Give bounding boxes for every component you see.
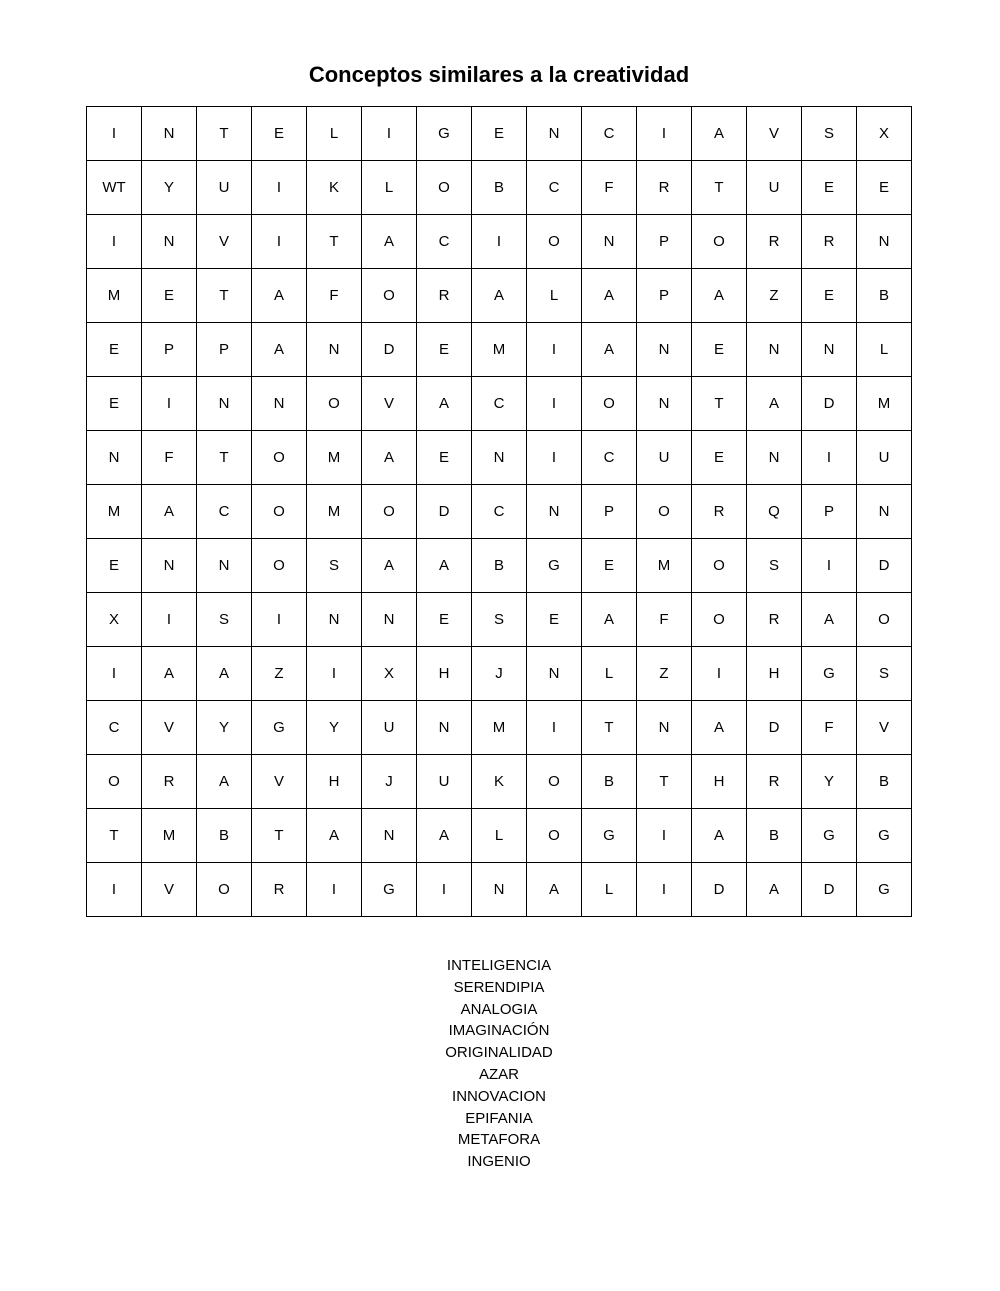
grid-row xyxy=(87,269,912,323)
grid-cell[interactable]: R xyxy=(692,485,747,539)
grid-cell[interactable]: N xyxy=(307,593,362,647)
grid-cell[interactable]: D xyxy=(802,863,857,917)
grid-cell[interactable]: N xyxy=(87,431,142,485)
grid-cell[interactable]: P xyxy=(197,323,252,377)
grid-cell[interactable]: S xyxy=(747,539,802,593)
grid-cell[interactable]: E xyxy=(252,107,307,161)
grid-cell[interactable]: O xyxy=(527,809,582,863)
grid-cell[interactable]: G xyxy=(857,863,912,917)
grid-cell[interactable]: C xyxy=(582,431,637,485)
grid-cell[interactable]: N xyxy=(362,593,417,647)
grid-cell[interactable]: T xyxy=(197,431,252,485)
grid-cell[interactable]: R xyxy=(142,755,197,809)
grid-cell[interactable]: N xyxy=(527,107,582,161)
grid-cell[interactable]: A xyxy=(802,593,857,647)
grid-cell[interactable]: I xyxy=(307,647,362,701)
grid-cell[interactable]: M xyxy=(637,539,692,593)
grid-cell[interactable]: I xyxy=(142,593,197,647)
grid-cell[interactable]: G xyxy=(417,107,472,161)
grid-row xyxy=(87,215,912,269)
grid-cell[interactable]: A xyxy=(417,809,472,863)
grid-cell[interactable]: I xyxy=(87,107,142,161)
grid-cell[interactable]: O xyxy=(692,593,747,647)
grid-cell[interactable]: O xyxy=(527,215,582,269)
grid-cell[interactable]: N xyxy=(802,323,857,377)
grid-cell[interactable]: N xyxy=(857,215,912,269)
grid-cell[interactable]: G xyxy=(802,809,857,863)
grid-cell[interactable]: Q xyxy=(747,485,802,539)
word-list-item: AZAR xyxy=(478,1065,519,1083)
grid-cell[interactable]: A xyxy=(582,593,637,647)
grid-cell[interactable]: U xyxy=(197,161,252,215)
grid-cell[interactable]: B xyxy=(857,269,912,323)
grid-cell[interactable]: A xyxy=(252,323,307,377)
grid-cell[interactable]: B xyxy=(747,809,802,863)
grid-cell[interactable]: Z xyxy=(252,647,307,701)
grid-cell[interactable]: H xyxy=(307,755,362,809)
grid-row xyxy=(87,377,912,431)
grid-cell[interactable]: H xyxy=(747,647,802,701)
grid-cell[interactable]: Z xyxy=(747,269,802,323)
grid-cell[interactable]: S xyxy=(802,107,857,161)
grid-cell[interactable]: D xyxy=(802,377,857,431)
grid-cell[interactable]: V xyxy=(747,107,802,161)
grid-cell[interactable]: T xyxy=(197,269,252,323)
word-list-item: IMAGINACIÓN xyxy=(448,1022,550,1040)
grid-cell[interactable]: I xyxy=(307,863,362,917)
grid-cell[interactable]: I xyxy=(637,809,692,863)
grid-cell[interactable]: T xyxy=(252,809,307,863)
grid-cell[interactable]: U xyxy=(857,431,912,485)
grid-cell[interactable]: P xyxy=(637,269,692,323)
grid-cell[interactable]: O xyxy=(197,863,252,917)
grid-cell[interactable]: C xyxy=(527,161,582,215)
grid-row xyxy=(87,431,912,485)
grid-cell[interactable]: A xyxy=(197,647,252,701)
grid-cell[interactable]: S xyxy=(472,593,527,647)
grid-cell[interactable]: F xyxy=(307,269,362,323)
grid-cell[interactable]: M xyxy=(307,431,362,485)
grid-cell[interactable]: B xyxy=(857,755,912,809)
grid-cell[interactable]: A xyxy=(747,863,802,917)
grid-cell[interactable]: E xyxy=(87,539,142,593)
grid-cell[interactable]: T xyxy=(87,809,142,863)
grid-cell[interactable]: R xyxy=(252,863,307,917)
grid-row xyxy=(87,323,912,377)
grid-cell[interactable]: K xyxy=(472,755,527,809)
grid-cell[interactable]: I xyxy=(472,215,527,269)
grid-cell[interactable]: R xyxy=(637,161,692,215)
grid-cell[interactable]: O xyxy=(582,377,637,431)
grid-cell[interactable]: I xyxy=(87,647,142,701)
grid-cell[interactable]: S xyxy=(197,593,252,647)
grid-cell[interactable]: N xyxy=(637,323,692,377)
grid-cell[interactable]: I xyxy=(527,431,582,485)
grid-row xyxy=(87,701,912,755)
grid-cell[interactable]: N xyxy=(197,377,252,431)
grid-cell[interactable]: N xyxy=(142,107,197,161)
grid-row xyxy=(87,485,912,539)
grid-cell[interactable]: P xyxy=(142,323,197,377)
grid-cell[interactable]: P xyxy=(582,485,637,539)
grid-cell[interactable]: F xyxy=(142,431,197,485)
grid-cell[interactable]: Y xyxy=(197,701,252,755)
grid-cell[interactable]: T xyxy=(692,377,747,431)
grid-cell[interactable]: G xyxy=(252,701,307,755)
grid-cell[interactable]: L xyxy=(472,809,527,863)
grid-cell[interactable]: J xyxy=(472,647,527,701)
grid-cell[interactable]: V xyxy=(252,755,307,809)
grid-cell[interactable]: I xyxy=(87,215,142,269)
grid-cell[interactable]: A xyxy=(582,269,637,323)
grid-cell[interactable]: E xyxy=(802,161,857,215)
grid-cell[interactable]: O xyxy=(692,215,747,269)
grid-cell[interactable]: X xyxy=(857,107,912,161)
grid-cell[interactable]: A xyxy=(692,107,747,161)
grid-cell[interactable]: N xyxy=(747,431,802,485)
grid-cell[interactable]: O xyxy=(307,377,362,431)
grid-cell[interactable]: A xyxy=(692,701,747,755)
grid-cell[interactable]: H xyxy=(417,647,472,701)
grid-row xyxy=(87,161,912,215)
grid-cell[interactable]: Z xyxy=(637,647,692,701)
grid-row xyxy=(87,593,912,647)
grid-row xyxy=(87,539,912,593)
grid-row xyxy=(87,107,912,161)
grid-cell[interactable]: I xyxy=(802,539,857,593)
grid-cell[interactable]: N xyxy=(582,215,637,269)
grid-cell[interactable]: C xyxy=(87,701,142,755)
grid-cell[interactable]: T xyxy=(692,161,747,215)
grid-cell[interactable]: E xyxy=(417,431,472,485)
grid-cell[interactable]: N xyxy=(417,701,472,755)
grid-cell[interactable]: I xyxy=(142,377,197,431)
grid-cell[interactable]: E xyxy=(472,107,527,161)
grid-cell[interactable]: O xyxy=(857,593,912,647)
grid-cell[interactable]: N xyxy=(252,377,307,431)
grid-cell[interactable]: N xyxy=(472,863,527,917)
grid-cell[interactable]: O xyxy=(252,485,307,539)
grid-cell[interactable]: O xyxy=(637,485,692,539)
grid-cell[interactable]: I xyxy=(87,863,142,917)
grid-cell[interactable]: P xyxy=(802,485,857,539)
grid-cell[interactable]: U xyxy=(362,701,417,755)
grid-cell[interactable]: N xyxy=(747,323,802,377)
grid-cell[interactable]: C xyxy=(582,107,637,161)
grid-cell[interactable]: R xyxy=(747,593,802,647)
grid-cell[interactable]: T xyxy=(637,755,692,809)
grid-cell[interactable]: A xyxy=(417,377,472,431)
grid-cell[interactable]: I xyxy=(527,323,582,377)
grid-cell[interactable]: I xyxy=(252,593,307,647)
word-list-item: INGENIO xyxy=(467,1153,531,1171)
grid-cell[interactable]: M xyxy=(87,485,142,539)
grid-cell[interactable]: V xyxy=(197,215,252,269)
grid-cell[interactable]: G xyxy=(362,863,417,917)
grid-cell[interactable]: O xyxy=(527,755,582,809)
grid-cell[interactable]: P xyxy=(637,215,692,269)
grid-cell[interactable]: R xyxy=(747,755,802,809)
grid-cell[interactable]: L xyxy=(527,269,582,323)
grid-cell[interactable]: I xyxy=(637,863,692,917)
grid-cell[interactable]: U xyxy=(747,161,802,215)
grid-cell[interactable]: E xyxy=(142,269,197,323)
grid-cell[interactable]: B xyxy=(472,539,527,593)
word-list-item: SERENDIPIA xyxy=(453,978,545,996)
grid-cell[interactable]: O xyxy=(417,161,472,215)
grid-cell[interactable]: C xyxy=(472,377,527,431)
word-list xyxy=(0,955,998,1173)
grid-cell[interactable]: I xyxy=(637,107,692,161)
page-title: Conceptos similares a la creatividad xyxy=(308,62,690,87)
grid-cell[interactable]: X xyxy=(362,647,417,701)
word-list-item: INNOVACION xyxy=(452,1087,546,1105)
grid-cell[interactable]: R xyxy=(802,215,857,269)
grid-cell[interactable]: A xyxy=(582,323,637,377)
grid-cell[interactable]: A xyxy=(472,269,527,323)
grid-cell[interactable]: T xyxy=(197,107,252,161)
grid-cell[interactable]: N xyxy=(142,539,197,593)
grid-cell[interactable]: J xyxy=(362,755,417,809)
grid-cell[interactable]: G xyxy=(802,647,857,701)
grid-cell[interactable]: L xyxy=(307,107,362,161)
grid-cell[interactable]: O xyxy=(692,539,747,593)
grid-cell[interactable]: Y xyxy=(142,161,197,215)
grid-cell[interactable]: A xyxy=(362,539,417,593)
grid-cell[interactable]: Y xyxy=(307,701,362,755)
grid-cell[interactable]: C xyxy=(417,215,472,269)
grid-cell[interactable]: A xyxy=(252,269,307,323)
grid-cell[interactable]: A xyxy=(692,269,747,323)
grid-cell[interactable]: O xyxy=(87,755,142,809)
grid-cell[interactable]: B xyxy=(582,755,637,809)
grid-cell[interactable]: E xyxy=(802,269,857,323)
grid-cell[interactable]: A xyxy=(417,539,472,593)
grid-cell[interactable]: L xyxy=(857,323,912,377)
grid-cell[interactable]: L xyxy=(362,161,417,215)
grid-cell[interactable]: M xyxy=(472,701,527,755)
grid-cell[interactable]: D xyxy=(747,701,802,755)
grid-cell[interactable]: M xyxy=(142,809,197,863)
grid-cell[interactable]: K xyxy=(307,161,362,215)
grid-cell[interactable]: E xyxy=(692,431,747,485)
grid-cell[interactable]: A xyxy=(307,809,362,863)
grid-cell[interactable]: M xyxy=(472,323,527,377)
grid-cell[interactable]: L xyxy=(582,863,637,917)
grid-cell[interactable]: A xyxy=(692,809,747,863)
grid-cell[interactable]: O xyxy=(252,539,307,593)
grid-cell[interactable]: E xyxy=(417,593,472,647)
grid-cell[interactable]: M xyxy=(87,269,142,323)
grid-cell[interactable]: A xyxy=(362,431,417,485)
grid-cell[interactable]: N xyxy=(637,701,692,755)
grid-cell[interactable]: I xyxy=(252,161,307,215)
grid-cell[interactable]: E xyxy=(582,539,637,593)
grid-cell[interactable]: E xyxy=(527,593,582,647)
word-list-item: INTELIGENCIA xyxy=(446,957,552,974)
grid-cell[interactable]: I xyxy=(252,215,307,269)
grid-cell[interactable]: B xyxy=(197,809,252,863)
grid-cell[interactable]: U xyxy=(417,755,472,809)
grid-cell[interactable]: S xyxy=(857,647,912,701)
grid-cell[interactable]: N xyxy=(142,215,197,269)
grid-cell[interactable]: H xyxy=(692,755,747,809)
grid-cell[interactable]: E xyxy=(87,377,142,431)
grid-cell[interactable]: F xyxy=(802,701,857,755)
grid-row xyxy=(87,809,912,863)
grid-cell[interactable]: A xyxy=(527,863,582,917)
grid-cell[interactable]: C xyxy=(472,485,527,539)
grid-cell[interactable]: E xyxy=(417,323,472,377)
grid-cell[interactable]: N xyxy=(637,377,692,431)
grid-cell[interactable]: N xyxy=(307,323,362,377)
grid-row xyxy=(87,647,912,701)
grid-row xyxy=(87,755,912,809)
grid-cell[interactable]: E xyxy=(692,323,747,377)
grid-cell[interactable]: A xyxy=(747,377,802,431)
grid-cell[interactable]: N xyxy=(362,809,417,863)
grid-cell[interactable]: U xyxy=(637,431,692,485)
grid-cell[interactable]: N xyxy=(527,647,582,701)
grid-row xyxy=(87,863,912,917)
grid-cell[interactable]: F xyxy=(637,593,692,647)
grid-cell[interactable]: O xyxy=(252,431,307,485)
grid-cell[interactable]: WT xyxy=(87,161,142,215)
grid-cell[interactable]: D xyxy=(692,863,747,917)
grid-cell[interactable]: G xyxy=(527,539,582,593)
word-list-item: ANALOGIA xyxy=(460,1000,538,1018)
grid-cell[interactable]: M xyxy=(307,485,362,539)
grid-cell[interactable]: I xyxy=(362,107,417,161)
grid-cell[interactable]: V xyxy=(362,377,417,431)
grid-cell[interactable]: N xyxy=(527,485,582,539)
grid-cell[interactable]: A xyxy=(197,755,252,809)
grid-cell[interactable]: I xyxy=(802,431,857,485)
word-list-item: EPIFANIA xyxy=(465,1109,533,1127)
grid-cell[interactable]: I xyxy=(527,377,582,431)
grid-cell[interactable]: A xyxy=(142,647,197,701)
grid-cell[interactable]: N xyxy=(472,431,527,485)
grid-cell[interactable]: N xyxy=(857,485,912,539)
grid-cell[interactable]: A xyxy=(142,485,197,539)
grid-cell[interactable]: C xyxy=(197,485,252,539)
grid-cell[interactable]: D xyxy=(362,323,417,377)
word-list-item: METAFORA xyxy=(457,1131,541,1149)
grid-cell[interactable]: S xyxy=(307,539,362,593)
grid-cell[interactable]: N xyxy=(197,539,252,593)
grid-cell[interactable]: V xyxy=(142,701,197,755)
grid-cell[interactable]: F xyxy=(582,161,637,215)
grid-cell[interactable]: O xyxy=(362,269,417,323)
word-search-grid xyxy=(86,106,912,917)
grid-cell[interactable]: D xyxy=(857,539,912,593)
grid-cell[interactable]: R xyxy=(747,215,802,269)
word-list-item: ORIGINALIDAD xyxy=(445,1044,553,1062)
grid-cell[interactable]: A xyxy=(362,215,417,269)
grid-cell[interactable]: O xyxy=(362,485,417,539)
grid-cell[interactable]: G xyxy=(857,809,912,863)
grid-cell[interactable]: V xyxy=(857,701,912,755)
grid-cell[interactable]: L xyxy=(582,647,637,701)
grid-cell[interactable]: E xyxy=(857,161,912,215)
grid-cell[interactable]: D xyxy=(417,485,472,539)
grid-cell[interactable]: X xyxy=(87,593,142,647)
grid-cell[interactable]: E xyxy=(87,323,142,377)
grid-cell[interactable]: T xyxy=(582,701,637,755)
grid-cell[interactable]: Y xyxy=(802,755,857,809)
grid-cell[interactable]: I xyxy=(527,701,582,755)
grid-cell[interactable]: I xyxy=(692,647,747,701)
grid-cell[interactable]: G xyxy=(582,809,637,863)
grid-cell[interactable]: T xyxy=(307,215,362,269)
grid-cell[interactable]: V xyxy=(142,863,197,917)
grid-cell[interactable]: M xyxy=(857,377,912,431)
grid-cell[interactable]: R xyxy=(417,269,472,323)
grid-cell[interactable]: I xyxy=(417,863,472,917)
grid-cell[interactable]: B xyxy=(472,161,527,215)
